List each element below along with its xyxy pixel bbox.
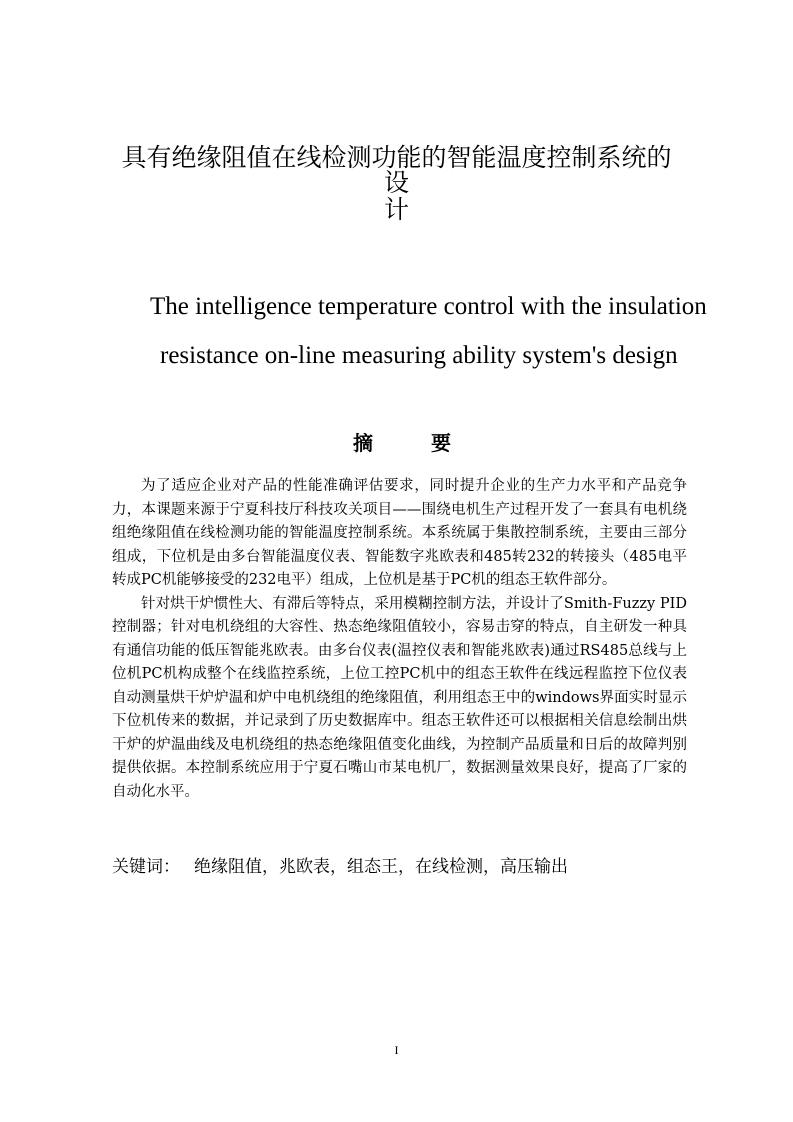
abstract-heading (353, 427, 451, 456)
english-title-line-1: The intelligence temperature control with the insulation (150, 293, 707, 320)
chinese-title-line-2: 计 (383, 195, 409, 224)
chinese-title-line-1: 具有绝缘阻值在线检测功能的智能温度控制系统的设 (121, 143, 672, 197)
page-number: I (394, 1043, 399, 1057)
abstract-paragraph-1: 为了适应企业对产品的性能准确评估要求，同时提升企业的生产力水平和产品竞争力，本课题来源于宁夏科技厅科技攻关项目——围绕电机生产过程开发了一套具有电机绕组绝缘阻值在线检测功能的智能温度控制系统。本系统属于集散控制系统，主要由三部分组成，下位机是由多台智能温度仪表、智能数字兆欧表和485转232的转接头（485电平转成PC机能够接受的232电平）组成，上位机是基于PC机的组态王软件部分。 (112, 478, 687, 588)
abstract-heading-char-2: 要 (431, 431, 451, 455)
english-title-line-2: resistance on-line measuring ability system's design (160, 342, 678, 369)
abstract-paragraph-2: 针对烘干炉惯性大、有滞后等特点，采用模糊控制方法，并设计了Smith-Fuzzy PID控制器；针对电机绕组的大容性、热态绝缘阻值较小，容易击穿的特点，自主研发一种具有通信功能的低压智能兆欧表。由多台仪表(温控仪表和智能兆欧表)通过RS485总线与上位机PC机构成整个在线监控系统，上位工控PC机中的组态王软件在线远程监控下位仪表自动测量烘干炉炉温和炉中电机绕组的绝缘阻值，利用组态王中的windows界面实时显示下位机传来的数据，并记录到了历史数据库中。组态王软件还可以根据相关信息绘制出烘干炉的炉温曲线及电机绕组的热态绝缘阻值变化曲线，为控制产品质量和日后的故障判别提供依据。本控制系统应用于宁夏石嘴山市某电机厂，数据测量效果良好，提高了厂家的自动化水平。 (112, 595, 687, 800)
keywords-values: 绝缘阻值，兆欧表，组态王，在线检测，高压输出 (194, 857, 568, 877)
keywords-line (112, 859, 568, 876)
keywords-label: 关键词： (112, 857, 180, 877)
abstract-heading-char-1: 摘 (353, 431, 373, 455)
abstract-body (112, 475, 687, 804)
